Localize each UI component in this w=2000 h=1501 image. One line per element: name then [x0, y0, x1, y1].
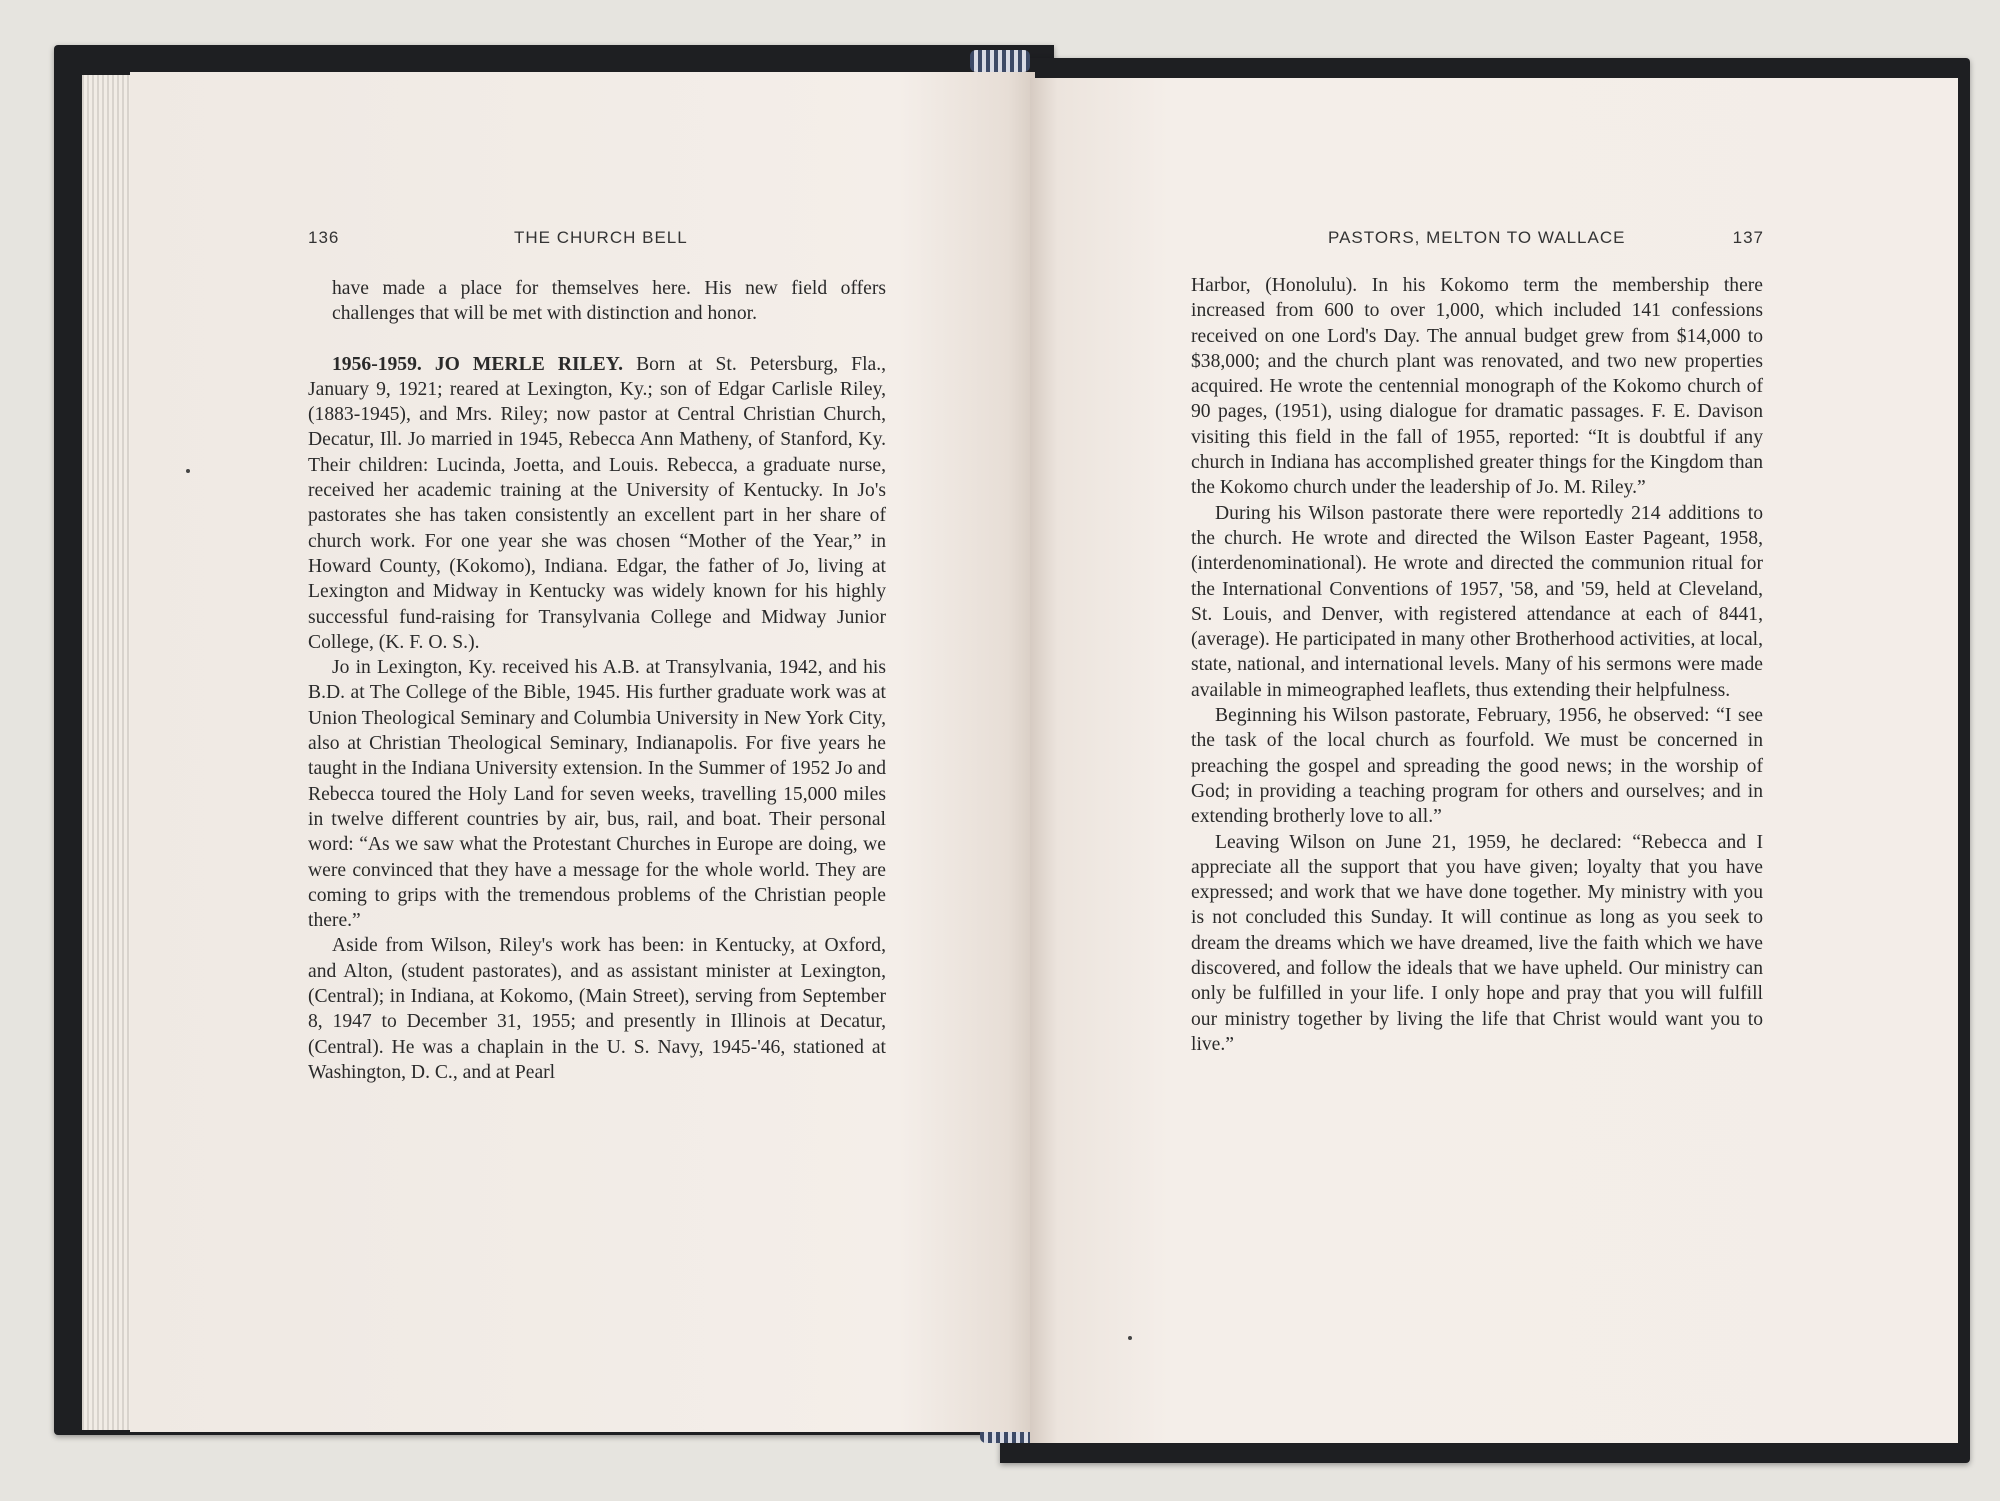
entry-paragraph-3: Aside from Wilson, Riley's work has been: in Kentucky, at Oxford, and Alton, (student pastorates), and as assistant minister at Lexington, (Central); in Indiana, at Kokomo, (Main Street), serving from September 8, 1947 to December 31, 1955; and presently in Illinois at Decatur, (Central). He was a chaplain in the U. S. Navy, 1945-'46, stationed at Washington, D. C., and at Pearl [308, 935, 886, 1083]
right-text-column [1191, 273, 1763, 1057]
entry-paragraph-2: Jo in Lexington, Ky. received his A.B. at Transylvania, 1942, and his B.D. at The College of the Bible, 1945. His further graduate work was at Union Theological Seminary and Columbia University in New York City, also at Christian Theological Seminary, Indianapolis. For five years he taught in the Indiana University extension. In the Summer of 1952 Jo and Rebecca toured the Holy Land for seven weeks, travelling 15,000 miles in twelve different countries by air, bus, rail, and boat. Their personal word: “As we saw what the Protestant Churches in Europe are doing, we were convinced that they have a message for the whole world. They are coming to grips with the tremendous problems of the Christian people there.” [308, 657, 886, 932]
left-text-column [308, 276, 886, 1085]
paper-speck [1128, 1336, 1132, 1340]
entry-paragraph-1-text: Born at St. Petersburg, Fla., January 9, 1921; reared at Lexington, Ky.; son of Edgar Carlisle Riley, (1883-1945), and Mrs. Riley; now pastor at Central Christian Church, Decatur, Ill. Jo married in 1945, Rebecca Ann Matheny, of Stanford, Ky. Their children: Lucinda, Joetta, and Louis. Rebecca, a graduate nurse, received her academic training at the University of Kentucky. In Jo's pastorates she has taken consistently an excellent part in her share of church work. For one year she was chosen “Mother of the Year,” in Howard County, (Kokomo), Indiana. Edgar, the father of Jo, living at Lexington and Midway in Kentucky was widely known for his highly successful fund-raising for Transylvania College and Midway Junior College, (K. F. O. S.). [308, 353, 887, 653]
left-running-head [308, 228, 890, 258]
right-paragraph-4: Leaving Wilson on June 21, 1959, he declared: “Rebecca and I appreciate all the support that you have given; loyalty that you have expressed; and work that we have done together. My ministry with you is not concluded this Sunday. It will continue as long as you seek to dream the dreams which we have dreamed, live the faith which we have discovered, and follow the ideals that we have upheld. Our ministry can only be fulfilled in your life. I only hope and pray that you will fulfill our ministry together by living the life that Christ would want you to live.” [1191, 831, 1763, 1055]
right-paragraph-1: Harbor, (Honolulu). In his Kokomo term the membership there increased from 600 to over 1,000, which included 141 confessions received on one Lord's Day. The annual budget grew from $14,000 to $38,000; and the church plant was renovated, and two new properties acquired. He wrote the centennial monograph of the Kokomo church of 90 pages, (1951), using dialogue for dramatic passages. F. E. Davison visiting this field in the fall of 1955, reported: “It is doubtful if any church in Indiana has accomplished greater things for the Kingdom than the Kokomo church under the leadership of Jo. M. Riley.” [1191, 275, 1763, 499]
left-running-title: THE CHURCH BELL [514, 228, 688, 247]
paper-speck [186, 469, 190, 473]
entry-paragraph-1 [308, 352, 886, 656]
right-running-title: PASTORS, MELTON TO WALLACE [1328, 228, 1626, 247]
right-paragraph-2: During his Wilson pastorate there were reportedly 214 additions to the church. He wrote and directed the Wilson Easter Pageant, 1958, (interdenominational). He wrote and directed the communion ritual for the International Conventions of 1957, '58, and '59, held at Cleveland, St. Louis, and Denver, with registered attendance at each of 8441, (average). He participated in many other Brotherhood activities, at local, state, national, and international levels. Many of his sermons were made available in mimeographed leaflets, thus extending their helpfulness. [1191, 502, 1763, 701]
book-headband [970, 50, 1030, 72]
left-page-number: 136 [308, 228, 340, 247]
right-paragraph-3: Beginning his Wilson pastorate, February, 1956, he observed: “I see the task of the local church as fourfold. We must be concerned in preaching the gospel and spreading the good news; in the worship of God; in providing a teaching program for others and ourselves; and in extending brotherly love to all.” [1191, 705, 1763, 828]
opening-paragraph: have made a place for themselves here. His new field offers challenges that will be met with distinction and honor. [332, 278, 886, 325]
right-running-head [1328, 228, 1764, 258]
right-page-number: 137 [1732, 228, 1764, 247]
entry-heading: 1956-1959. JO MERLE RILEY. [332, 353, 623, 375]
